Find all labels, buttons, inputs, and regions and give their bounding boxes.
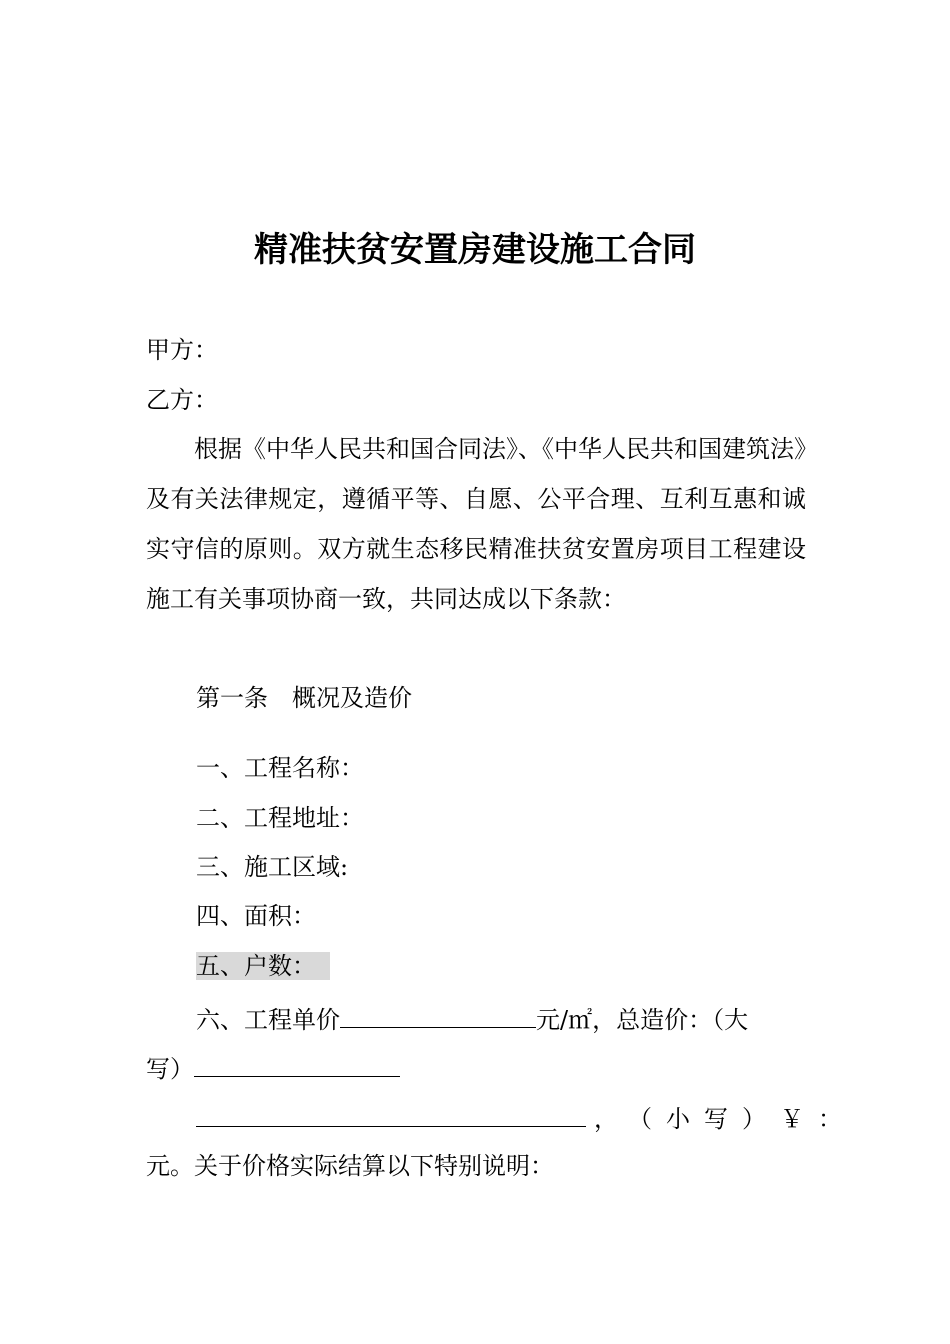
contract-title: 精准扶贫安置房建设施工合同 [254,230,696,270]
item-project-name: 一、工程名称： [196,754,364,782]
item-total-uppercase-line [146,1050,400,1085]
highlighted-text: 五、户数： [196,952,330,980]
unit-price-label: 六、工程单价 [196,1006,340,1034]
item-floor-area: 四、面积： [196,902,316,930]
item-total-lowercase-line [196,1100,856,1135]
article-1-heading: 第一条 概况及造价 [196,684,412,712]
preamble-paragraph: 根据《中华人民共和国合同法》、《中华人民共和国建筑法》及有关法律规定，遵循平等、自愿、公平合理、互利互惠和诚实守信的原则。双方就生态移民精准扶贫安置房项目工程建设施工有关事项协商一致，共同达成以下条款： [146,435,806,613]
unit-price-unit: 元/㎡，总造价：（大 [536,1006,749,1034]
comma-text: ， [594,1105,618,1133]
item-construction-area: 三、施工区域: [196,853,349,881]
item-unit-price-line [196,1001,748,1036]
lowercase-label: （小写）￥： [640,1105,856,1133]
total-amount-blank [196,1100,586,1127]
uppercase-amount-blank [194,1050,400,1077]
party-b-line: 乙方： [146,386,218,414]
settlement-note-line: 元。关于价格实际结算以下特别说明： [146,1152,554,1180]
uppercase-label: 写） [146,1055,194,1083]
party-a-line: 甲方： [146,336,218,364]
unit-price-blank [340,1001,536,1028]
item-household-count [196,950,330,982]
item-project-address: 二、工程地址： [196,804,364,832]
